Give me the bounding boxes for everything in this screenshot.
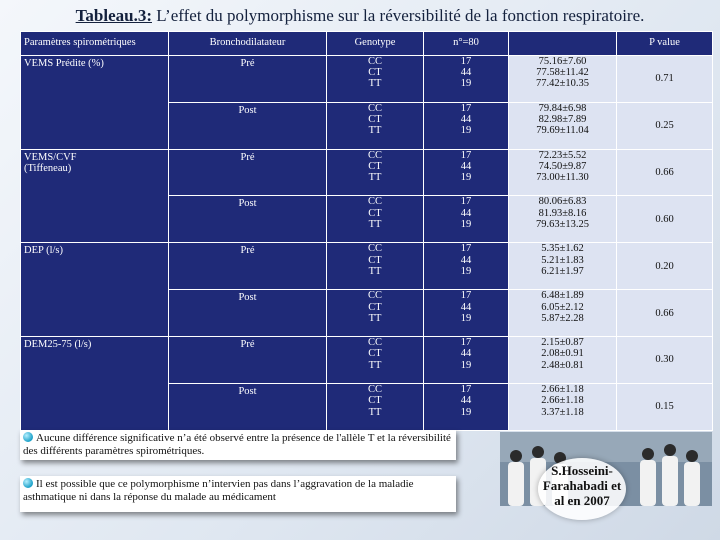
- genotype-cell: [327, 290, 424, 337]
- param-cell: [21, 149, 169, 243]
- mean-value-cell: [509, 196, 617, 243]
- slide-title: [0, 6, 720, 26]
- results-table: [20, 31, 713, 431]
- header-param: Paramètres spirométriques: [21, 32, 169, 56]
- mean-value: 2.66±1.18: [541, 384, 584, 396]
- mean-value: 74.50±9.87: [538, 160, 587, 172]
- count: 17: [460, 149, 472, 161]
- count-cell: [424, 149, 509, 196]
- count: 17: [460, 102, 472, 114]
- mean-value: 6.48±1.89: [541, 290, 584, 302]
- genotype: CC: [367, 102, 382, 114]
- count: 17: [460, 243, 472, 255]
- mean-value: 5.21±1.83: [541, 254, 584, 266]
- count: 19: [460, 125, 472, 137]
- param-label: VEMS Prédite (%): [24, 57, 104, 69]
- mean-value-cell: [509, 384, 617, 431]
- mean-value: 77.58±11.42: [536, 67, 589, 78]
- genotype: TT: [368, 219, 382, 231]
- citation-line-1: S.Hosseini-: [551, 463, 613, 478]
- mean-value: 6.05±2.12: [541, 301, 584, 313]
- mean-value: 3.37±1.18: [541, 406, 584, 418]
- header-mean: [509, 32, 617, 56]
- mean-value: 73.00±11.30: [536, 172, 589, 184]
- genotype: CC: [367, 384, 382, 396]
- count-cell: [424, 243, 509, 290]
- table-row: [21, 337, 713, 384]
- citation-line-3: al en 2007: [554, 493, 610, 508]
- title-text: L’effet du polymorphisme sur la réversibilité de la fonction respiratoire.: [151, 6, 645, 25]
- bronchodilator-cell: Post: [169, 102, 327, 149]
- genotype-cell: [327, 55, 424, 102]
- count: 19: [460, 78, 472, 90]
- mean-value: 81.93±8.16: [538, 207, 587, 219]
- genotype: CT: [368, 67, 382, 78]
- note-text-1: Aucune différence significative n’a été observé entre la présence de l'allèle T et la réversibilité des différents paramètres spirométriques.: [23, 432, 451, 457]
- p-value: 0.20: [617, 243, 713, 290]
- citation-badge: [538, 458, 626, 520]
- count: 44: [460, 254, 472, 266]
- table-row: [21, 243, 713, 290]
- count: 19: [460, 219, 472, 231]
- p-value: 0.15: [617, 384, 713, 431]
- genotype: CT: [368, 207, 382, 219]
- count: 17: [460, 337, 472, 349]
- header-pvalue: P value: [617, 32, 713, 56]
- count-cell: [424, 384, 509, 431]
- table-row: [21, 55, 713, 102]
- count-cell: [424, 196, 509, 243]
- count: 44: [460, 395, 472, 407]
- mean-value-cell: [509, 243, 617, 290]
- genotype: CT: [368, 395, 382, 407]
- param-cell: [21, 243, 169, 337]
- count: 17: [460, 290, 472, 302]
- bronchodilator-cell: Pré: [169, 55, 327, 102]
- header-genotype: Genotype: [327, 32, 424, 56]
- p-value: 0.66: [617, 290, 713, 337]
- mean-value: 79.84±6.98: [538, 102, 587, 114]
- bronchodilator-cell: Pré: [169, 243, 327, 290]
- param-label: (Tiffeneau): [24, 162, 72, 174]
- genotype: CT: [368, 301, 382, 313]
- bullet-icon: [23, 432, 33, 442]
- count: 44: [460, 207, 472, 219]
- note-no-difference: [20, 430, 456, 460]
- param-label: DEM25-75 (l/s): [24, 339, 92, 351]
- mean-value: 2.48±0.81: [541, 359, 584, 371]
- genotype: TT: [368, 359, 382, 371]
- genotype: CC: [367, 196, 382, 208]
- count: 44: [460, 113, 472, 125]
- note-polymorphism: [20, 476, 456, 512]
- genotype-cell: [327, 102, 424, 149]
- bullet-icon: [23, 478, 33, 488]
- bronchodilator-cell: Post: [169, 196, 327, 243]
- p-value: 0.71: [617, 55, 713, 102]
- param-label: VEMS/CVF: [24, 151, 77, 163]
- genotype: TT: [368, 265, 382, 277]
- genotype-cell: [327, 243, 424, 290]
- count: 19: [460, 312, 472, 324]
- genotype: CT: [368, 348, 382, 360]
- count: 44: [460, 348, 472, 360]
- mean-value: 5.35±1.62: [541, 243, 584, 255]
- count: 19: [460, 265, 472, 277]
- citation-line-2: Farahabadi et: [542, 478, 622, 493]
- genotype: TT: [368, 172, 382, 184]
- count: 44: [460, 67, 472, 78]
- mean-value-cell: [509, 102, 617, 149]
- bronchodilator-cell: Pré: [169, 149, 327, 196]
- mean-value: 79.69±11.04: [536, 125, 589, 137]
- p-value: 0.66: [617, 149, 713, 196]
- p-value: 0.25: [617, 102, 713, 149]
- p-value: 0.30: [617, 337, 713, 384]
- mean-value: 72.23±5.52: [538, 149, 587, 161]
- mean-value: 6.21±1.97: [541, 265, 584, 277]
- count: 17: [460, 384, 472, 396]
- bronchodilator-cell: Post: [169, 290, 327, 337]
- genotype: CT: [368, 254, 382, 266]
- mean-value-cell: [509, 290, 617, 337]
- mean-value: 75.16±7.60: [538, 55, 587, 67]
- param-cell: [21, 55, 169, 149]
- genotype: TT: [368, 312, 382, 324]
- count-cell: [424, 55, 509, 102]
- note-text-2: Il est possible que ce polymorphisme n’intervien pas dans l’aggravation de la maladie asthmatique ni dans la réponse du malade au médicament: [23, 478, 414, 503]
- p-value: 0.60: [617, 196, 713, 243]
- mean-value: 2.66±1.18: [541, 395, 584, 407]
- count: 19: [460, 359, 472, 371]
- header-bronchodilator: Bronchodilatateur: [169, 32, 327, 56]
- genotype: CC: [367, 337, 382, 349]
- mean-value: 79.63±13.25: [535, 219, 589, 231]
- genotype-cell: [327, 149, 424, 196]
- mean-value: 77.42±10.35: [535, 78, 589, 90]
- count-cell: [424, 290, 509, 337]
- mean-value: 2.08±0.91: [541, 348, 584, 360]
- count: 17: [460, 196, 472, 208]
- title-lead: Tableau.3:: [75, 6, 152, 25]
- count: 44: [460, 160, 472, 172]
- genotype: CC: [367, 55, 382, 67]
- header-n: n°=80: [424, 32, 509, 56]
- count: 17: [460, 55, 472, 67]
- genotype-cell: [327, 384, 424, 431]
- mean-value: 82.98±7.89: [538, 113, 587, 125]
- count: 44: [460, 301, 472, 313]
- mean-value: 80.06±6.83: [538, 196, 587, 208]
- mean-value-cell: [509, 149, 617, 196]
- table-header-row: [21, 32, 713, 56]
- count-cell: [424, 102, 509, 149]
- genotype: CC: [367, 290, 382, 302]
- genotype: TT: [368, 125, 382, 137]
- mean-value: 5.87±2.28: [541, 312, 584, 324]
- genotype-cell: [327, 196, 424, 243]
- mean-value-cell: [509, 55, 617, 102]
- param-label: DEP (l/s): [24, 245, 63, 257]
- genotype: CC: [367, 243, 382, 255]
- genotype: TT: [368, 406, 382, 418]
- genotype: CT: [368, 113, 382, 125]
- param-cell: [21, 337, 169, 431]
- mean-value-cell: [509, 337, 617, 384]
- table-row: [21, 149, 713, 196]
- genotype: CT: [368, 160, 382, 172]
- count-cell: [424, 337, 509, 384]
- count: 19: [460, 172, 472, 184]
- bronchodilator-cell: Pré: [169, 337, 327, 384]
- genotype-cell: [327, 337, 424, 384]
- genotype: CC: [367, 149, 382, 161]
- genotype: TT: [368, 78, 382, 90]
- mean-value: 2.15±0.87: [541, 337, 584, 349]
- count: 19: [460, 406, 472, 418]
- bronchodilator-cell: Post: [169, 384, 327, 431]
